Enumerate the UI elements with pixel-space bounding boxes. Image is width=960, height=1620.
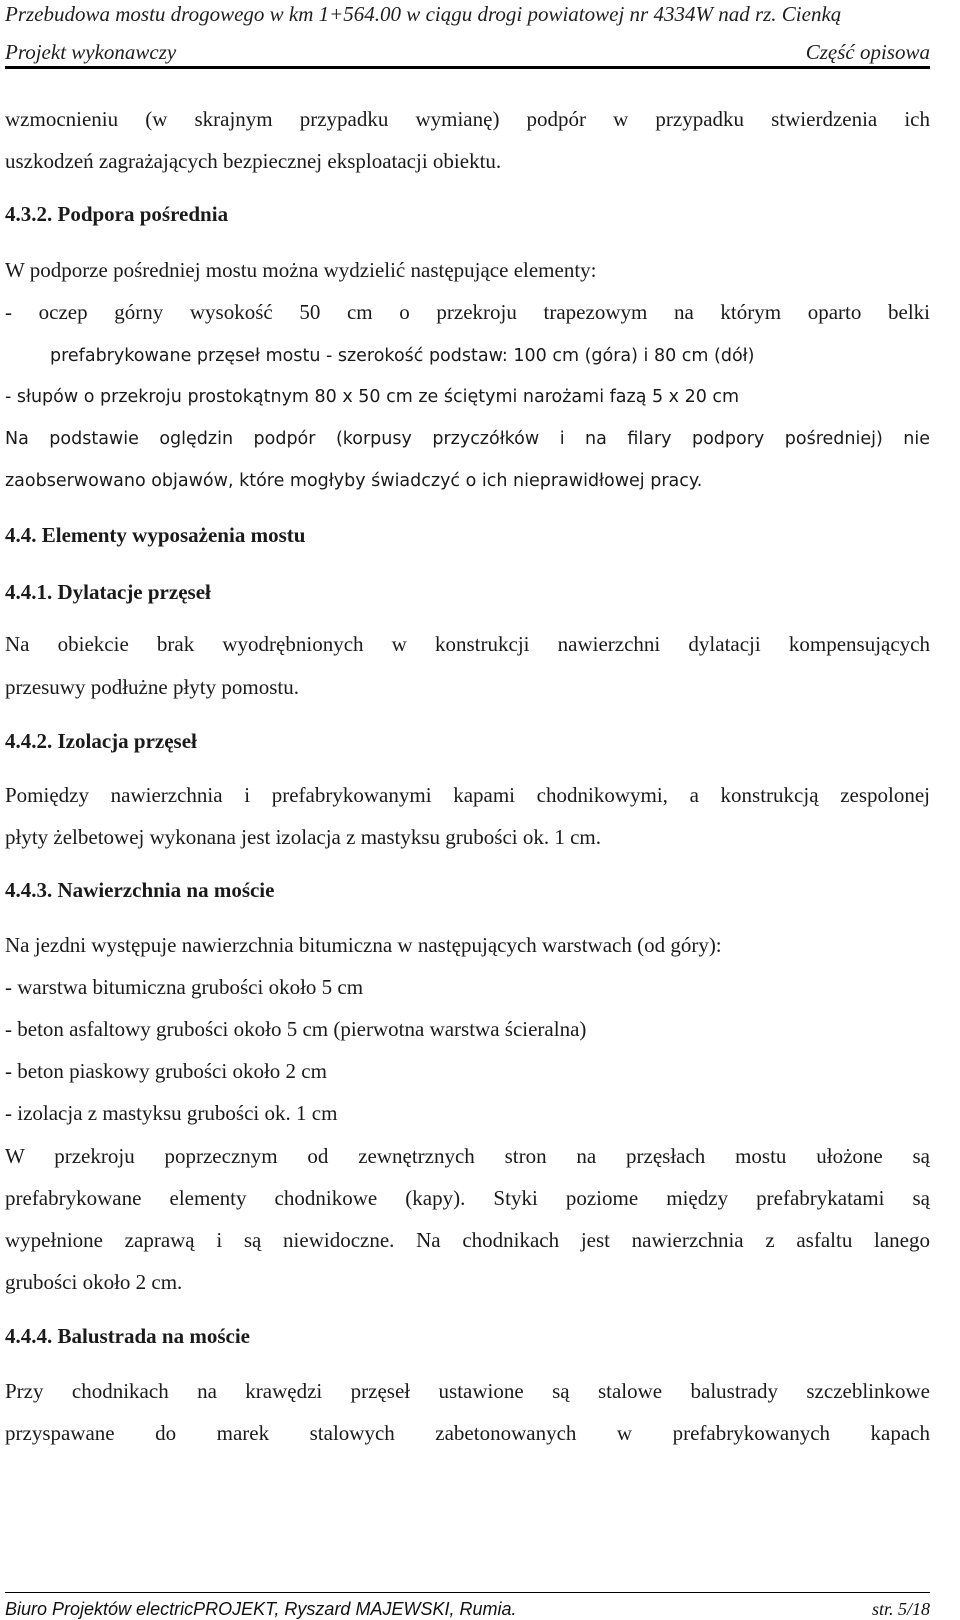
- list-item-continuation: prefabrykowane przęseł mostu - szerokość podstaw: 100 cm (góra) i 80 cm (dół): [50, 346, 755, 366]
- layer-item: - beton piaskowy grubości około 2 cm: [5, 1059, 327, 1083]
- section-heading-4-3-2: 4.3.2. Podpora pośrednia: [5, 202, 229, 226]
- paragraph-line: prefabrykowane elementy chodnikowe (kapy). Styki poziome między prefabrykatami są: [5, 1186, 930, 1210]
- header-title: Przebudowa mostu drogowego w km 1+564.00 w ciągu drogi powiatowej nr 4334W nad rz. Cienką: [5, 2, 842, 26]
- section-heading-4-4-1: 4.4.1. Dylatacje przęseł: [5, 580, 211, 604]
- list-item: - oczep górny wysokość 50 cm o przekroju trapezowym na którym oparto belki: [5, 300, 930, 324]
- paragraph-line: Pomiędzy nawierzchnia i prefabrykowanymi kapami chodnikowymi, a konstrukcją zespolonej: [5, 783, 930, 807]
- header-section: Część opisowa: [805, 40, 930, 64]
- paragraph-line: Na obiekcie brak wyodrębnionych w konstrukcji nawierzchni dylatacji kompensujących: [5, 632, 930, 656]
- section-heading-4-4-4: 4.4.4. Balustrada na moście: [5, 1324, 251, 1348]
- section-heading-4-4: 4.4. Elementy wyposażenia mostu: [5, 523, 306, 547]
- paragraph-line: płyty żelbetowej wykonana jest izolacja z mastyksu grubości ok. 1 cm.: [5, 825, 602, 849]
- paragraph-line: Przy chodnikach na krawędzi przęseł ustawione są stalowe balustrady szczeblinkowe: [5, 1379, 930, 1403]
- paragraph-line: W przekroju poprzecznym od zewnętrznych stron na przęsłach mostu ułożone są: [5, 1144, 930, 1168]
- paragraph-line: W podporze pośredniej mostu można wydzielić następujące elementy:: [5, 258, 597, 282]
- page-footer: [5, 1592, 930, 1619]
- list-item: - słupów o przekroju prostokątnym 80 x 50 cm ze ściętymi narożami fazą 5 x 20 cm: [5, 387, 740, 407]
- page-number: str. 5/18: [871, 1599, 930, 1619]
- paragraph-line: grubości około 2 cm.: [5, 1270, 183, 1294]
- header-rule: [5, 66, 930, 69]
- section-heading-4-4-2: 4.4.2. Izolacja przęseł: [5, 729, 197, 753]
- paragraph-line: Na jezdni występuje nawierzchnia bitumiczna w następujących warstwach (od góry):: [5, 933, 722, 957]
- paragraph-line: wzmocnieniu (w skrajnym przypadku wymianę) podpór w przypadku stwierdzenia ich: [5, 107, 930, 131]
- paragraph-line: wypełnione zaprawą i są niewidoczne. Na chodnikach jest nawierzchnia z asfaltu lanego: [5, 1228, 930, 1252]
- paragraph-line: uszkodzeń zagrażających bezpiecznej eksploatacji obiektu.: [5, 149, 502, 173]
- footer-company: Biuro Projektów electricPROJEKT, Ryszard MAJEWSKI, Rumia.: [5, 1599, 517, 1619]
- layer-item: - warstwa bitumiczna grubości około 5 cm: [5, 975, 364, 999]
- paragraph-line: przesuwy podłużne płyty pomostu.: [5, 675, 299, 699]
- paragraph-line: zaobserwowano objawów, które mogłyby świadczyć o ich nieprawidłowej pracy.: [5, 471, 703, 491]
- header-project-type: Projekt wykonawczy: [5, 40, 177, 64]
- paragraph-line: przyspawane do marek stalowych zabetonowanych w prefabrykowanych kapach: [5, 1421, 930, 1445]
- layer-item: - izolacja z mastyksu grubości ok. 1 cm: [5, 1101, 338, 1125]
- section-heading-4-4-3: 4.4.3. Nawierzchnia na moście: [5, 878, 275, 902]
- layer-item: - beton asfaltowy grubości około 5 cm (pierwotna warstwa ścieralna): [5, 1017, 587, 1041]
- paragraph-line: Na podstawie oględzin podpór (korpusy przyczółków i na filary podpory pośredniej) nie: [5, 429, 930, 449]
- header-row: [5, 40, 930, 65]
